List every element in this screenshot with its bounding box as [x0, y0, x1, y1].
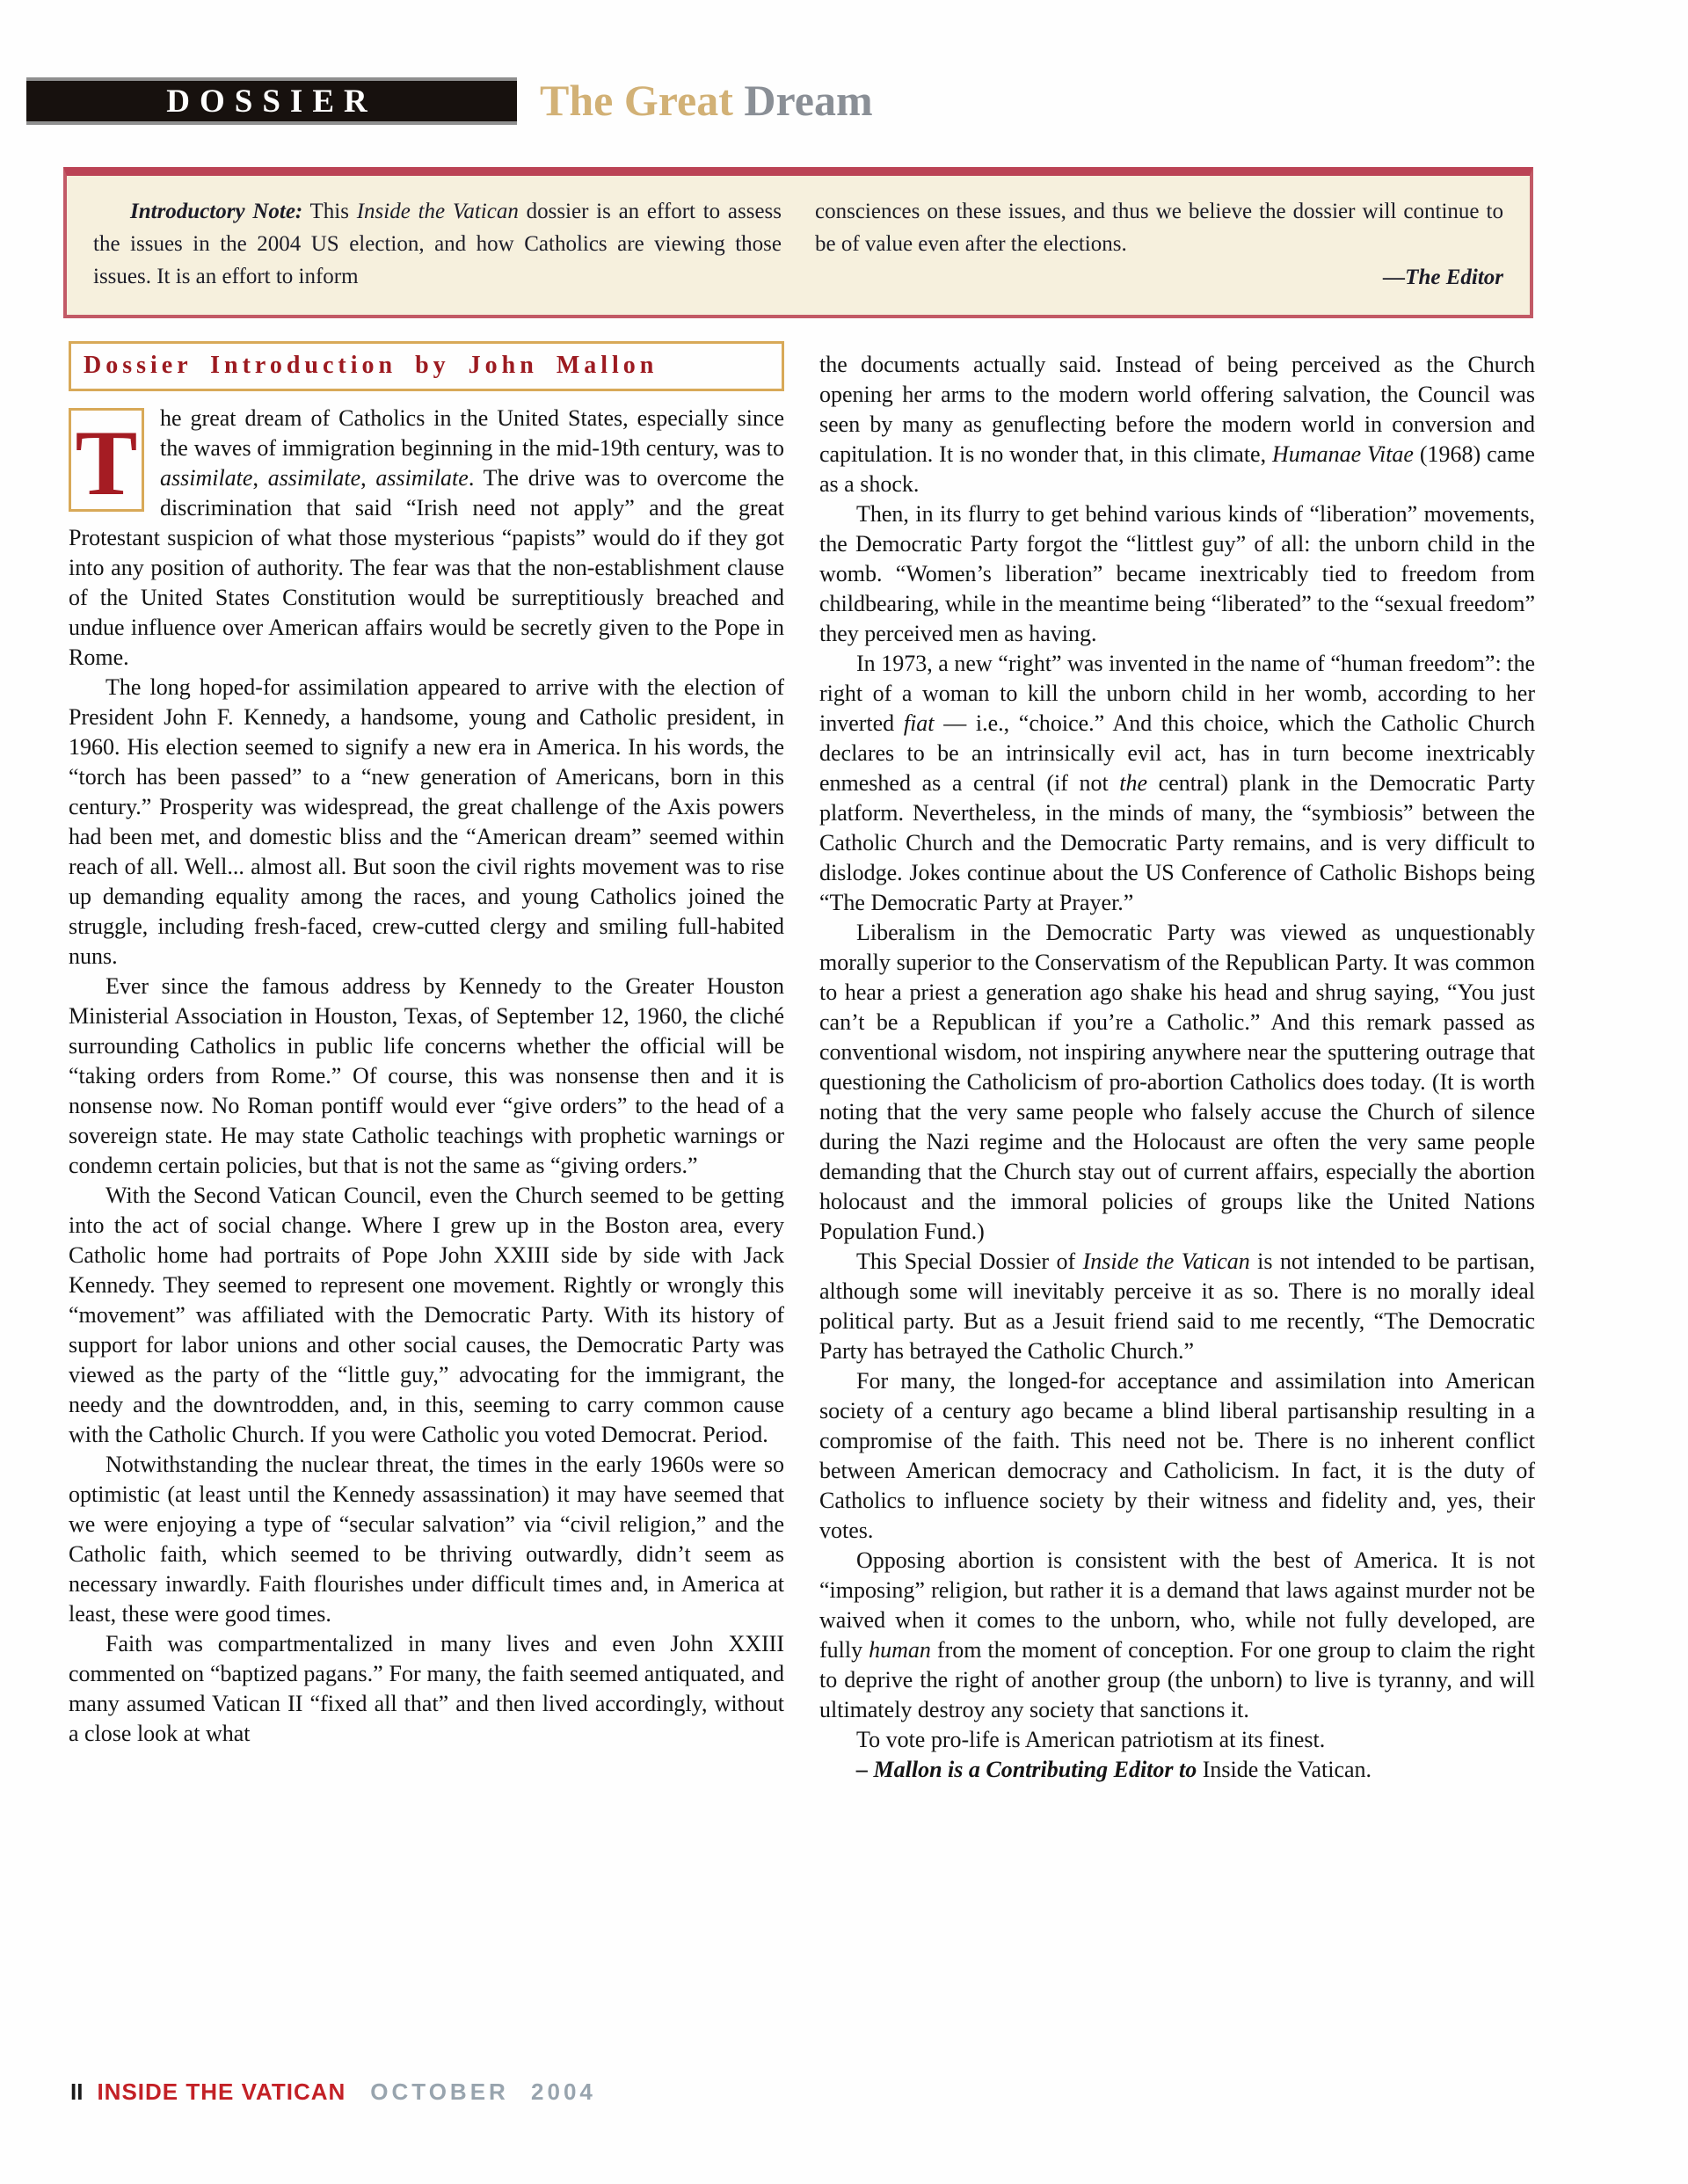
text-run: (1968) came as a shock. — [819, 441, 1535, 497]
article-paragraph — [819, 1366, 1535, 1546]
article-body — [69, 341, 1535, 1785]
text-run: For many, the longed-for acceptance and assimilation into American society of a century ago became a blind liberal partisanship resulting in a compromise of the faith. This need not be. There is no inherent conflict between American democracy and Catholicism. In fact, it is the duty of Catholics to influence society by their witness and fidelity and, yes, their votes. — [819, 1368, 1535, 1543]
article-paragraph — [819, 350, 1535, 499]
page-title — [540, 76, 873, 125]
intro-column-right — [815, 195, 1503, 294]
text-run: is not intended to be partisan, although some will inevitably perceive it as so. There is no morally ideal political party. But as a Jesuit friend said to me recently, “The Democratic Party has betrayed the Catholic Church.” — [819, 1249, 1535, 1364]
text-run: he great dream of Catholics in the United States, especially since the waves of immigration beginning in the mid-19th century, was to — [160, 405, 784, 461]
article-column-right — [819, 341, 1535, 1785]
footer-issue-date: OCTOBER 2004 — [370, 2078, 596, 2105]
page-footer — [70, 2078, 596, 2106]
text-run: central) plank in the Democratic Party platform. Nevertheless, in the minds of many, the “symbiosis” between the Catholic Church and the Democratic Party remains, and is very difficult to dislodge. Jokes continue about the US Conference of Catholic Bishops being “The Democratic Party at Prayer.” — [819, 770, 1535, 915]
drop-cap-letter: T — [75, 411, 138, 514]
article-column-left-paras — [69, 404, 784, 1749]
text-run: – Mallon is a Contributing Editor to — [856, 1757, 1197, 1782]
text-run: This Special Dossier of — [856, 1249, 1083, 1274]
text-run: Notwithstanding the nuclear threat, the times in the early 1960s were so optimistic (at least until the Kennedy assassination) it may have seemed that we were enjoying a type of “secular salvation” via “civil religion,” and the Catholic faith, which seemed to be thriving outwardly, didn’t seem as necessary inwardly. Faith flourishes under difficult times and, in America at least, these were good times. — [69, 1452, 784, 1627]
text-run: To vote pro-life is American patriotism at its finest. — [856, 1727, 1326, 1752]
text-run: . The drive was to overcome the discrimination that said “Irish need not apply” and the great Protestant suspicion of what those mysterious “papists” would do if they got into any position of authority. The fear was that the non-establishment clause of the United States Constitution would be surreptitiously breached and undue influence over American affairs would be secretly given to the Pope in Rome. — [69, 465, 784, 670]
text-run: the — [1119, 770, 1148, 796]
text-run: Liberalism in the Democratic Party was viewed as unquestionably morally superior to the Conservatism of the Republican Party. It was common to hear a priest a generation ago shake his head and shrug saying, “You just can’t be a Republican if you’re a Catholic.” And this remark passed as conventional wisdom, not inspiring anywhere near the sputtering outrage that questioning the Catholicism of pro-abortion Catholics does today. (It is worth noting that the very same people who falsely accuse the Church of silence during the Nazi regime and the Holocaust are often the very same people demanding that the Church stay out of current affairs, especially the abortion holocaust and the immoral policies of groups like the United Nations Population Fund.) — [819, 920, 1535, 1244]
text-run: Inside the Vatican — [356, 200, 519, 223]
text-run: Opposing abortion is consistent with the best of America. It is not “imposing” religion, but rather it is a demand that laws against murder not be waived when it comes to the unborn, who, while not fully developed, are fully — [819, 1547, 1535, 1663]
introductory-note-box — [63, 167, 1533, 318]
footer-magazine-name: INSIDE THE VATICAN — [97, 2078, 346, 2105]
text-run: , — [252, 465, 268, 491]
text-run: Inside the Vatican. — [1197, 1757, 1372, 1782]
article-paragraph — [69, 404, 784, 673]
article-paragraph — [69, 972, 784, 1181]
intro-column-left — [93, 195, 782, 294]
dossier-kicker-bar — [26, 77, 517, 125]
text-run: fiat — [903, 710, 935, 736]
text-run: , — [360, 465, 376, 491]
article-paragraph — [69, 1629, 784, 1749]
footer-page-number: II — [70, 2078, 84, 2105]
article-paragraph — [69, 1181, 784, 1450]
text-run: Inside the Vatican — [1082, 1249, 1250, 1274]
article-paragraph — [819, 1546, 1535, 1725]
article-paragraph — [819, 499, 1535, 649]
article-paragraph — [69, 1450, 784, 1629]
kicker-label: DOSSIER — [166, 83, 377, 120]
article-column-left — [69, 341, 784, 1785]
text-run: Faith was compartmentalized in many lives and even John XXIII commented on “baptized pagans.” For many, the faith seemed antiquated, and many assumed Vatican II “fixed all that” and then lived accordingly, without a close look at what — [69, 1631, 784, 1746]
article-paragraph — [69, 673, 784, 972]
drop-cap-box — [69, 408, 144, 512]
text-run: Humanae Vitae — [1272, 441, 1414, 467]
text-run: — i.e., “choice.” And this choice, which the Catholic Church declares to be an intrinsically evil act, has in turn become inextricably enmeshed as a central (if not — [819, 710, 1536, 796]
text-run: Then, in its flurry to get behind various kinds of “liberation” movements, the Democratic Party forgot the “littlest guy” of all: the unborn child in the womb. “Women’s liberation” became inextricably tied to freedom from childbearing, while in the meantime being “liberated” to the “sexual freedom” they perceived men as having. — [819, 501, 1535, 646]
intro-text-left — [93, 195, 782, 293]
editor-byline: —The Editor — [1383, 266, 1503, 289]
text-run: consciences on these issues, and thus we believe the dossier will continue to be of value even after the elections. — [815, 200, 1503, 256]
text-run: In 1973, a new “right” was invented in the name of “human freedom”: the right of a woman to kill the unborn child in her womb, according to her inverted — [819, 651, 1535, 736]
page-title-rest: Dream — [744, 76, 873, 125]
text-run: This — [302, 200, 357, 223]
text-run: assimilate — [375, 465, 469, 491]
text-run: human — [869, 1637, 931, 1663]
intro-text-right — [815, 195, 1503, 260]
text-run: The long hoped-for assimilation appeared to arrive with the election of President John F. Kennedy, a handsome, young and Catholic president, in 1960. His election seemed to signify a new era in America. In his words, the “torch has been passed” to a “new generation of Americans, born in this century.” Prosperity was widespread, the great challenge of the Axis powers had been met, and domestic bliss and the “American dream” seemed within reach of all. Well... almost all. But soon the civil rights movement was to rise up demanding equality among the races, and young Catholics joined the struggle, including fresh-faced, crew-cutted clergy and smiling full-habited nuns. — [69, 674, 784, 969]
article-paragraph — [819, 918, 1535, 1247]
text-run: the documents actually said. Instead of being perceived as the Church opening her arms to the modern world offering salvation, the Council was seen by many as genuflecting before the modern world in conversion and capitulation. It is no wonder that, in this climate, — [819, 352, 1535, 467]
article-paragraph — [819, 1247, 1535, 1366]
page-title-accent: The Great — [540, 76, 745, 125]
text-run: assimilate — [267, 465, 361, 491]
section-heading: Dossier Introduction by John Mallon — [69, 341, 784, 391]
article-paragraph — [819, 1755, 1535, 1785]
text-run: assimilate — [160, 465, 253, 491]
text-run: Ever since the famous address by Kennedy to the Greater Houston Ministerial Association in Houston, Texas, of September 12, 1960, the cliché surrounding Catholics in public life concerns whether the official will be “taking orders from Rome.” Of course, this was nonsense then and it is nonsense now. No Roman pontiff would ever “give orders” to the head of a sovereign state. He may state Catholic teachings with prophetic warnings or condemn certain policies, but that is not the same as “giving orders.” — [69, 973, 784, 1178]
article-paragraph — [819, 649, 1535, 918]
text-run: Introductory Note: — [130, 200, 303, 223]
article-paragraph — [819, 1725, 1535, 1755]
text-run: dossier is an effort to assess the issues in the 2004 US election, and how Catholics are viewing those issues. It is an effort to inform — [93, 200, 782, 288]
text-run: With the Second Vatican Council, even the Church seemed to be getting into the act of social change. Where I grew up in the Boston area, every Catholic home had portraits of Pope John XXIII side by side with Jack Kennedy. They seemed to represent one movement. Rightly or wrongly this “movement” was affiliated with the Democratic Party. With its history of support for labor unions and other social causes, the Democratic Party was viewed as the party of the “little guy,” advocating for the immigrant, the needy and the downtrodden, and, in this, seeming to carry common cause with the Catholic Church. If you were Catholic you voted Democrat. Period. — [69, 1183, 784, 1447]
text-run: from the moment of conception. For one group to claim the right to deprive the right of another group (the unborn) to live is tyranny, and will ultimately destroy any society that sanctions it. — [819, 1637, 1535, 1722]
